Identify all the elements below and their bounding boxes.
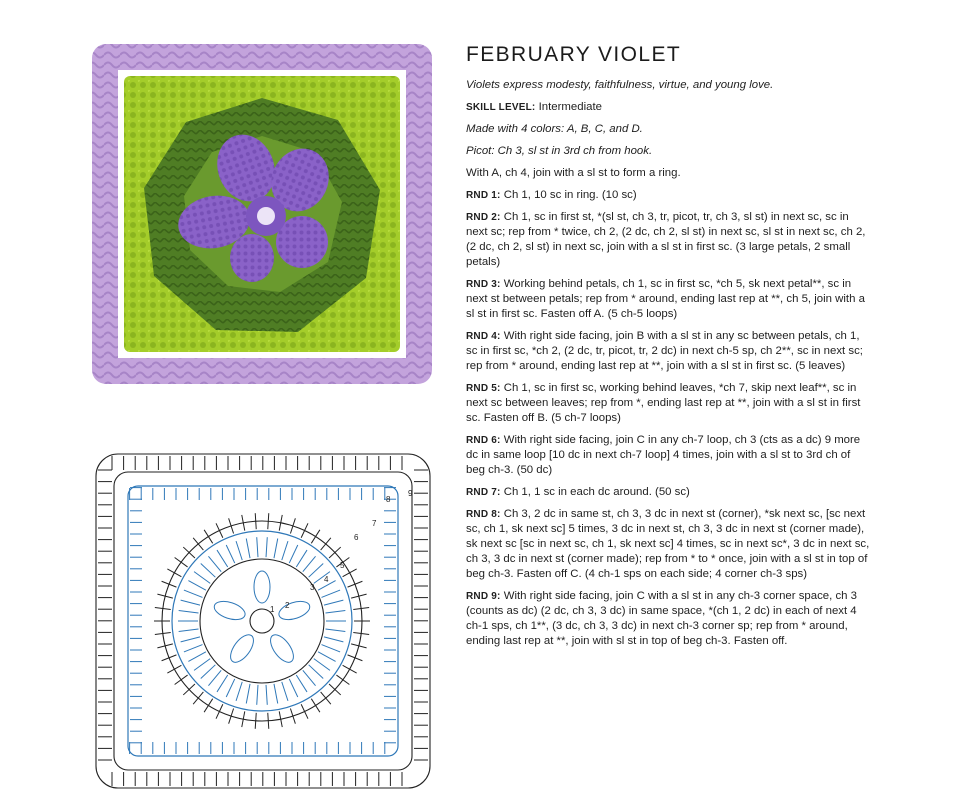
start-note: With A, ch 4, join with a sl st to form a ring. bbox=[466, 167, 681, 179]
stitch-symbol bbox=[188, 652, 206, 662]
stitch-symbol bbox=[301, 523, 308, 537]
stitch-symbol bbox=[201, 665, 216, 679]
stitch-symbol bbox=[162, 581, 177, 587]
round-text: Ch 1, 1 sc in each dc around. (50 sc) bbox=[500, 486, 690, 498]
stitch-symbol bbox=[184, 590, 203, 597]
round-label: RND 6: bbox=[466, 435, 501, 446]
round-7 bbox=[466, 485, 871, 500]
stitch-symbol bbox=[208, 556, 221, 571]
round-number-label: 9 bbox=[408, 489, 413, 498]
stitch-symbol bbox=[181, 600, 200, 605]
stitch-symbol bbox=[194, 572, 210, 584]
round-text: Ch 1, 10 sc in ring. (10 sc) bbox=[500, 189, 637, 201]
picot-note: Picot: Ch 3, sl st in 3rd ch from hook. bbox=[466, 145, 653, 157]
round-text: Ch 1, sc in first st, *(sl st, ch 3, tr, picot, tr, ch 3, sl st) in next sc, sc in next sc; rep from * twice, ch 2, (2 dc, ch 2, sl st) in next sc, sl st in next sc, ch 2, (2 dc, ch 2, sl st) in next sc, join with a sl st in first sc. (3 large petals, 2 small petals) bbox=[466, 211, 866, 268]
skill-label: SKILL LEVEL: bbox=[466, 102, 536, 113]
stitch-symbol bbox=[236, 682, 242, 701]
stitch-symbol bbox=[274, 684, 278, 704]
stitch-symbol bbox=[321, 538, 331, 550]
round-label: RND 3: bbox=[466, 279, 501, 290]
stitch-symbol bbox=[175, 558, 188, 567]
round-2 bbox=[466, 210, 871, 270]
round-9 bbox=[466, 589, 871, 649]
stitch-symbol bbox=[217, 550, 228, 567]
stitch-symbol bbox=[255, 513, 256, 529]
stitch-symbol bbox=[282, 541, 288, 560]
stitch-symbol bbox=[324, 600, 343, 605]
stitch-symbol bbox=[336, 675, 349, 684]
stitch-symbol bbox=[167, 665, 181, 673]
stitch-symbol bbox=[246, 538, 250, 558]
stitch-symbol bbox=[167, 569, 181, 577]
stitch-symbol bbox=[236, 541, 242, 560]
round-number-label: 1 bbox=[270, 605, 275, 614]
round-3 bbox=[466, 277, 871, 322]
stitch-symbol bbox=[216, 704, 223, 718]
stitch-symbol bbox=[226, 545, 235, 563]
stitch-symbol bbox=[343, 569, 357, 577]
stitch-symbol bbox=[322, 645, 341, 652]
round-text: With right side facing, join C in any ch-7 loop, ch 3 (cts as a dc) 9 more dc in same loop [10 dc in next ch-7 loop] 4 times, join with a sl st to 3rd ch of beg ch-3. (50 dc) bbox=[466, 434, 861, 476]
petal-symbol bbox=[266, 631, 298, 666]
stitch-symbol bbox=[188, 581, 206, 591]
stitch-symbol bbox=[314, 659, 330, 671]
round-8 bbox=[466, 507, 871, 582]
petal-symbol bbox=[212, 598, 247, 623]
round-label: RND 2: bbox=[466, 212, 501, 223]
round-4 bbox=[466, 329, 871, 374]
round-text: Ch 1, sc in first sc, working behind leaves, *ch 7, skip next leaf**, sc in next sc between leaves; rep from *, ending last rep at **, join with a sl st in first sc. Fasten off B. (5 ch-7 loops) bbox=[466, 382, 861, 424]
stitch-symbol bbox=[179, 629, 199, 632]
stitch-symbol bbox=[301, 704, 308, 718]
round-number-label: 2 bbox=[285, 601, 290, 610]
crochet-chart-diagram bbox=[82, 440, 444, 802]
round-number-label: 3 bbox=[310, 583, 315, 592]
round-text: With right side facing, join B with a sl st in any sc between petals, ch 1, sc in first sc, *ch 2, (2 dc, tr, picot, tr, 2 dc) in next ch-5 sp, ch 2**, sc in next sc; rep from * around, ending last rep at **, join with a sl st in first sc. (5 leaves) bbox=[466, 330, 863, 372]
round-label: RND 7: bbox=[466, 487, 501, 498]
stitch-symbol bbox=[208, 670, 221, 685]
stitch-symbol bbox=[289, 545, 298, 563]
stitch-symbol bbox=[193, 692, 203, 704]
pattern-title: FEBRUARY VIOLET bbox=[466, 43, 682, 66]
stitch-symbol bbox=[296, 550, 307, 567]
round-number-label: 5 bbox=[340, 561, 345, 570]
skill-level bbox=[466, 100, 871, 115]
stitch-symbol bbox=[255, 713, 256, 729]
stitch-symbol bbox=[217, 675, 228, 692]
round-6 bbox=[466, 433, 871, 478]
stitch-symbol bbox=[322, 590, 341, 597]
stitch-symbol bbox=[266, 685, 267, 705]
round-label: RND 5: bbox=[466, 383, 501, 394]
stitch-symbol bbox=[309, 563, 324, 577]
stitch-symbol bbox=[343, 665, 357, 673]
intro-text: Violets express modesty, faithfulness, virtue, and young love. bbox=[466, 79, 774, 91]
round-label: RND 1: bbox=[466, 190, 501, 201]
stitch-symbol bbox=[321, 692, 331, 704]
stitch-symbol bbox=[204, 699, 213, 713]
stitch-symbol bbox=[303, 670, 316, 685]
pattern-instructions bbox=[466, 42, 871, 656]
stitch-symbol bbox=[325, 610, 345, 613]
stitch-symbol bbox=[266, 537, 267, 557]
stitch-symbol bbox=[194, 659, 210, 671]
round-number-label: 7 bbox=[372, 519, 377, 528]
stitch-symbol bbox=[179, 610, 199, 613]
petal-symbol bbox=[226, 631, 258, 666]
rounds-list bbox=[466, 188, 871, 649]
round-1 bbox=[466, 188, 871, 203]
stitch-symbol bbox=[274, 538, 278, 558]
stitch-symbol bbox=[296, 675, 307, 692]
stitch-symbol bbox=[324, 637, 343, 642]
round-label: RND 9: bbox=[466, 591, 501, 602]
stitch-symbol bbox=[257, 537, 258, 557]
stitch-symbol bbox=[184, 645, 203, 652]
stitch-symbol bbox=[246, 684, 250, 704]
stitch-symbol bbox=[303, 556, 316, 571]
stitch-symbol bbox=[311, 530, 320, 544]
skill-value: Intermediate bbox=[538, 101, 602, 113]
round-5 bbox=[466, 381, 871, 426]
stitch-symbol bbox=[282, 682, 288, 701]
round-label: RND 8: bbox=[466, 509, 501, 520]
stitch-symbol bbox=[311, 699, 320, 713]
stitch-symbol bbox=[348, 581, 363, 587]
stitch-symbol bbox=[175, 675, 188, 684]
stitch-symbol bbox=[226, 679, 235, 697]
stitch-symbol bbox=[268, 513, 269, 529]
round-number-label: 6 bbox=[354, 533, 359, 542]
stitch-symbol bbox=[348, 655, 363, 661]
colors-note: Made with 4 colors: A, B, C, and D. bbox=[466, 123, 643, 135]
stitch-symbol bbox=[318, 652, 336, 662]
stitch-symbol bbox=[193, 538, 203, 550]
round-label: RND 4: bbox=[466, 331, 501, 342]
round-number-label: 8 bbox=[386, 495, 391, 504]
stitch-symbol bbox=[204, 530, 213, 544]
round-text: Working behind petals, ch 1, sc in first sc, *ch 5, sk next petal**, sc in next st between petals; rep from * around, ending last rep at **, ch 5, join with a sl st in first sc. Fasten off A. (5 ch-5 loops) bbox=[466, 278, 865, 320]
stitch-symbol bbox=[201, 563, 216, 577]
stitch-symbol bbox=[257, 685, 258, 705]
stitch-symbol bbox=[309, 665, 324, 679]
stitch-symbol bbox=[289, 679, 298, 697]
stitch-symbol bbox=[325, 629, 345, 632]
stitch-symbol bbox=[268, 713, 269, 729]
round-text: Ch 3, 2 dc in same st, ch 3, 3 dc in next st (corner), *sk next sc, [sc next sc, ch 1, sk next sc] 5 times, 3 dc in next st, ch 3, 3 dc in next st (corner made), sk next sc [sc in next sc, ch 1, sk next sc] 4 times, sc in next sc*, 3 dc in next sc, ch 3, 3 dc in next st (corner made); rep from * to * once, join with a sl st in top of beg ch-3. Fasten off C. (4 ch-1 sps on each side; 4 corner ch-3 sps) bbox=[466, 508, 870, 580]
round-number-label: 4 bbox=[324, 575, 329, 584]
petal-symbol bbox=[277, 598, 312, 623]
crochet-square-photo bbox=[88, 40, 436, 388]
round-text: With right side facing, join C with a sl st in any ch-3 corner space, ch 3 (counts as dc) (2 dc, ch 3, 3 dc) in same space, *(ch 1, 2 dc) in each of next 4 ch-1 sps, ch 1**, (3 dc, ch 3, 3 dc) in next ch-3 corner sp; rep from * around, ending last rep at **, join with sl st in top of beg ch-3. Fasten off. bbox=[466, 590, 857, 647]
stitch-symbol bbox=[162, 655, 177, 661]
stitch-symbol bbox=[181, 637, 200, 642]
petal-symbol bbox=[254, 571, 270, 603]
stitch-symbol bbox=[216, 523, 223, 537]
